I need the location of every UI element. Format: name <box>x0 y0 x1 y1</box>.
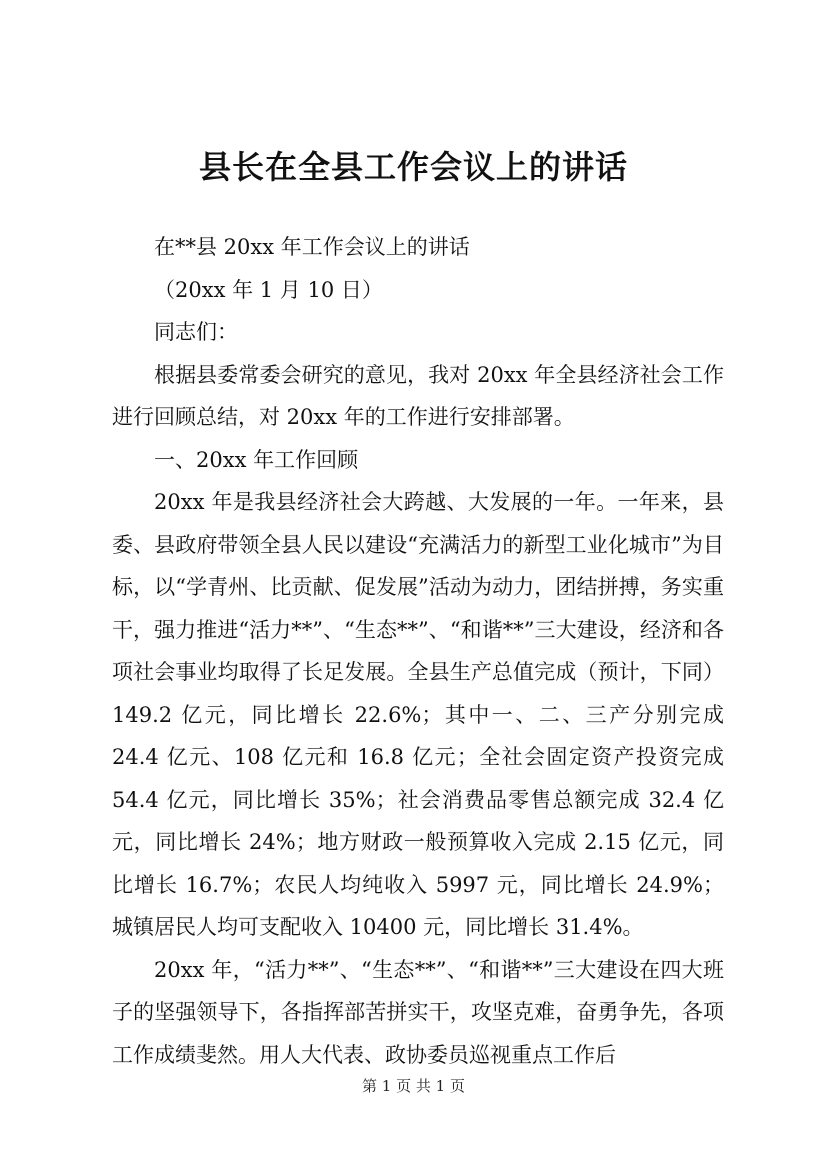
speech-subtitle: 在**县 20xx 年工作会议上的讲话 <box>154 235 470 259</box>
construction-paragraph: 20xx 年，“活力**”、“生态**”、“和谐**”三大建设在四大班子的坚强领导下，各指挥部苦拼实干，攻坚克难，奋勇争先，各项工作成绩斐然。用人大代表、政协委员巡视重点工作后 <box>112 957 724 1067</box>
salutation: 同志们： <box>154 320 238 344</box>
speech-date: （20xx 年 1 月 10 日） <box>154 277 383 302</box>
review-paragraph: 20xx 年是我县经济社会大跨越、大发展的一年。一年来，县委、县政府带领全县人民以建设“充满活力的新型工业化城市”为目标，以“学青州、比贡献、促发展”活动为动力，团结拼搏，务实重干，强力推进“活力**”、“生态**”、“和谐**”三大建设，经济和各项社会事业均取得了长足发展。全县生产总值完成（预计，下同）149.2 亿元，同比增长 22.6%；其中一、二、三产分别完成 24.4 亿元、108 亿元和 16.8 亿元；全社会固定资产投资完成 54.4 亿元，同比增长 35%；社会消费品零售总额完成 32.4 亿元，同比增长 24%；地方财政一般预算收入完成 2.15 亿元，同比增长 16.7%；农民人均纯收入 5997 元，同比增长 24.9%；城镇居民人均可支配收入 10400 元，同比增长 31.4%。 <box>112 490 724 939</box>
page-footer: 第 1 页 共 1 页 <box>362 1077 465 1095</box>
document-body <box>112 226 724 1076</box>
intro-paragraph: 根据县委常委会研究的意见，我对 20xx 年全县经济社会工作进行回顾总结，对 20xx 年的工作进行安排部署。 <box>112 362 724 429</box>
section-heading: 一、20xx 年工作回顾 <box>154 447 359 472</box>
document-title: 县长在全县工作会议上的讲话 <box>198 148 628 186</box>
